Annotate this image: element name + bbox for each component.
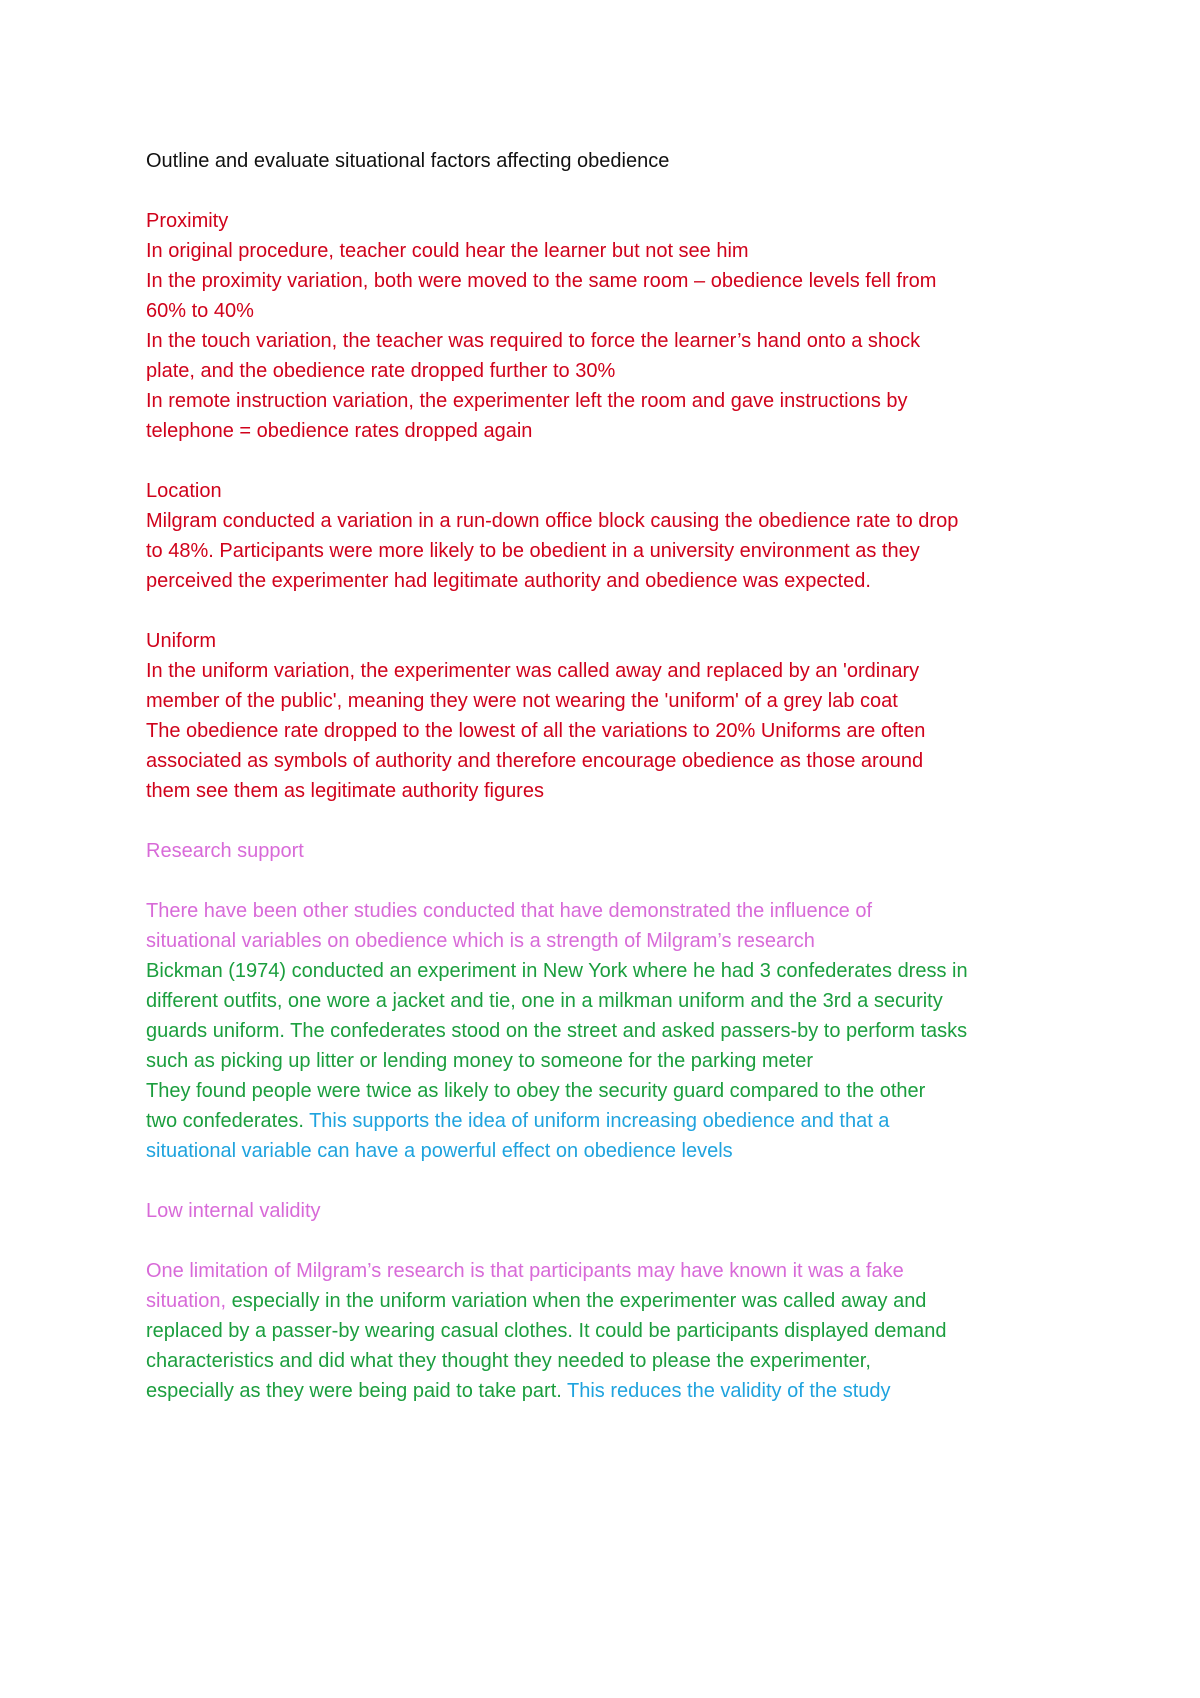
heading-location: Location: [146, 480, 222, 502]
evidence-text: especially as they were being paid to take part.: [146, 1380, 562, 1402]
text-line: In the proximity variation, both were moved to the same room – obedience levels fell from: [146, 270, 937, 292]
mixed-line: [146, 1376, 1086, 1406]
text-line: perceived the experimenter had legitimate authority and obedience was expected.: [146, 570, 871, 592]
section-low-internal-validity: [146, 1196, 1086, 1406]
section-research-support: [146, 836, 1086, 1166]
text-line: associated as symbols of authority and therefore encourage obedience as those around: [146, 750, 924, 772]
link-text: This reduces the validity of the study: [561, 1380, 891, 1402]
text-line: to 48%. Participants were more likely to be obedient in a university environment as they: [146, 540, 920, 562]
text-line: Milgram conducted a variation in a run-down office block causing the obedience rate to drop: [146, 510, 959, 532]
text-line: The obedience rate dropped to the lowest of all the variations to 20% Uniforms are often: [146, 720, 926, 742]
point-line: situational variables on obedience which is a strength of Milgram’s research: [146, 930, 815, 952]
point-line: There have been other studies conducted that have demonstrated the influence of: [146, 900, 873, 922]
text-line: plate, and the obedience rate dropped further to 30%: [146, 360, 616, 382]
evidence-line: characteristics and did what they thought they needed to please the experimenter,: [146, 1350, 871, 1372]
evidence-line: Bickman (1974) conducted an experiment in New York where he had 3 confederates dress in: [146, 960, 968, 982]
text-line: member of the public', meaning they were not wearing the 'uniform' of a grey lab coat: [146, 690, 898, 712]
point-line: One limitation of Milgram’s research is that participants may have known it was a fake: [146, 1260, 904, 1282]
spacer: [146, 1226, 1086, 1256]
document-title: Outline and evaluate situational factors affecting obedience: [146, 150, 670, 172]
section-location: [146, 476, 1086, 596]
point-text: situation,: [146, 1290, 227, 1312]
heading-research-support: Research support: [146, 840, 304, 862]
evidence-text: especially in the uniform variation when the experimenter was called away and: [226, 1290, 927, 1312]
evidence-line: They found people were twice as likely to obey the security guard compared to the other: [146, 1080, 926, 1102]
text-line: In the uniform variation, the experimenter was called away and replaced by an 'ordinary: [146, 660, 920, 682]
evidence-line: guards uniform. The confederates stood on the street and asked passers-by to perform tasks: [146, 1020, 968, 1042]
heading-proximity: Proximity: [146, 210, 229, 232]
evidence-line: different outfits, one wore a jacket and tie, one in a milkman uniform and the 3rd a security: [146, 990, 943, 1012]
section-uniform: [146, 626, 1086, 806]
spacer: [146, 446, 1086, 476]
text-line: telephone = obedience rates dropped again: [146, 420, 533, 442]
link-text: This supports the idea of uniform increasing obedience and that a: [303, 1110, 890, 1132]
text-line: In original procedure, teacher could hear the learner but not see him: [146, 240, 749, 262]
spacer: [146, 596, 1086, 626]
text-line: In remote instruction variation, the experimenter left the room and gave instructions by: [146, 390, 908, 412]
evidence-text: two confederates.: [146, 1110, 304, 1132]
spacer: [146, 1166, 1086, 1196]
text-line: 60% to 40%: [146, 300, 254, 322]
evidence-line: such as picking up litter or lending money to someone for the parking meter: [146, 1050, 814, 1072]
text-line: them see them as legitimate authority figures: [146, 780, 544, 802]
heading-uniform: Uniform: [146, 630, 217, 652]
text-line: In the touch variation, the teacher was required to force the learner’s hand onto a shock: [146, 330, 921, 352]
evidence-line: replaced by a passer-by wearing casual clothes. It could be participants displayed demand: [146, 1320, 947, 1342]
mixed-line: [146, 1106, 1086, 1136]
link-line: situational variable can have a powerful effect on obedience levels: [146, 1140, 733, 1162]
heading-low-internal-validity: Low internal validity: [146, 1200, 321, 1222]
spacer: [146, 866, 1086, 896]
section-proximity: [146, 206, 1086, 446]
document-page: [146, 146, 1086, 1406]
mixed-line: [146, 1286, 1086, 1316]
spacer: [146, 806, 1086, 836]
spacer: [146, 176, 1086, 206]
